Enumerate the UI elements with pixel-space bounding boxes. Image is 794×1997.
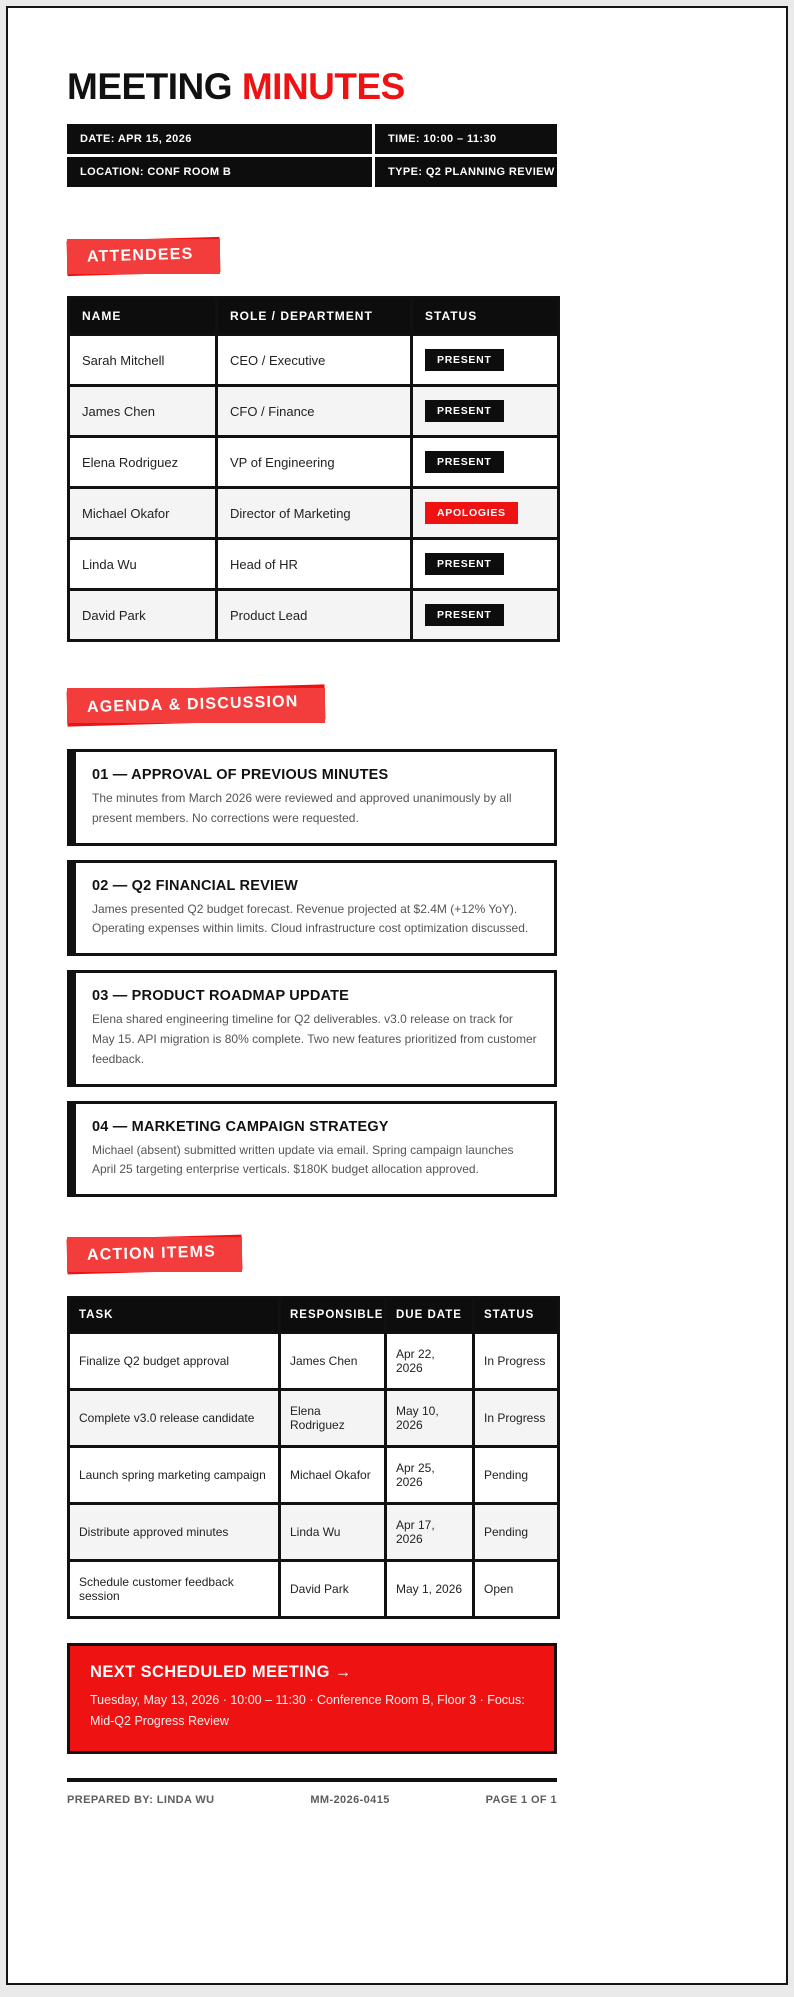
action-due-date: May 10, 2026 [386,1390,474,1447]
action-status: Open [474,1561,559,1618]
attendee-role: Product Lead [217,590,412,641]
attendee-name: Michael Okafor [69,488,217,539]
title-word-meeting: MEETING [67,66,233,107]
agenda-item-title: 02 — Q2 FINANCIAL REVIEW [92,877,298,894]
attendee-name: Sarah Mitchell [69,335,217,386]
attendee-role: VP of Engineering [217,437,412,488]
attendee-name: David Park [69,590,217,641]
table-row [69,1504,559,1561]
meta-type: TYPE: Q2 PLANNING REVIEW [375,157,557,187]
attendee-role: CFO / Finance [217,386,412,437]
status-badge: PRESENT [425,349,504,371]
action-task: Launch spring marketing campaign [69,1447,280,1504]
attendees-section-heading: ATTENDEES [67,237,220,276]
action-status: Pending [474,1447,559,1504]
document-content [67,8,557,1806]
agenda-item-body: The minutes from March 2026 were reviewed and approved unanimously by all present members. No corrections were requested. [92,791,512,825]
page-title [67,66,557,108]
actions-col-due: DUE DATE [386,1298,474,1333]
agenda-item-body: James presented Q2 budget forecast. Revenue projected at $2.4M (+12% YoY). Operating expenses within limits. Cloud infrastructure cost optimization discussed. [92,901,529,936]
attendee-name: James Chen [69,386,217,437]
action-task: Complete v3.0 release candidate [69,1390,280,1447]
status-badge: PRESENT [425,451,504,473]
action-task: Distribute approved minutes [69,1504,280,1561]
attendee-role: Head of HR [217,539,412,590]
agenda-item-1 [67,749,557,846]
action-due-date: Apr 25, 2026 [386,1447,474,1504]
table-row [69,1390,559,1447]
agenda-item-body: Michael (absent) submitted written update via email. Spring campaign launches April 25 targeting enterprise verticals. $180K budget allocation approved. [92,1142,514,1177]
attendee-role: Director of Marketing [217,488,412,539]
action-responsible: James Chen [280,1333,386,1390]
action-due-date: Apr 22, 2026 [386,1333,474,1390]
agenda-item-title: 04 — MARKETING CAMPAIGN STRATEGY [92,1118,389,1135]
table-row [69,1561,559,1618]
agenda-item-body: Elena shared engineering timeline for Q2 deliverables. v3.0 release on track for May 15. API migration is 80% complete. Two new features prioritized from customer feedback. [92,1012,537,1066]
status-badge: PRESENT [425,400,504,422]
agenda-item-title: 01 — APPROVAL OF PREVIOUS MINUTES [92,767,389,783]
actions-col-task: TASK [69,1298,280,1333]
actions-col-status: STATUS [474,1298,559,1333]
meta-time: TIME: 10:00 – 11:30 [375,124,557,154]
action-due-date: May 1, 2026 [386,1561,474,1618]
agenda-list [67,749,557,1197]
title-word-minutes: MINUTES [241,66,405,107]
document-footer [67,1778,557,1806]
action-responsible: Michael Okafor [280,1447,386,1504]
table-row [69,386,559,437]
attendees-col-role: ROLE / DEPARTMENT [217,298,412,335]
table-row [69,335,559,386]
attendees-header-row [69,298,559,335]
attendee-role: CEO / Executive [217,335,412,386]
agenda-item-2 [67,860,557,957]
action-items-header-row [69,1298,559,1333]
footer-prepared-by: PREPARED BY: LINDA WU [67,1793,215,1806]
action-status: In Progress [474,1333,559,1390]
attendees-col-status: STATUS [412,298,559,335]
agenda-item-title: 03 — PRODUCT ROADMAP UPDATE [92,988,350,1005]
attendee-name: Linda Wu [69,539,217,590]
attendees-col-name: NAME [69,298,217,335]
table-row [69,590,559,641]
action-task: Schedule customer feedback session [69,1561,280,1618]
table-row [69,539,559,590]
next-meeting-heading: NEXT SCHEDULED MEETING → [90,1663,352,1682]
action-responsible: Elena Rodriguez [280,1390,386,1447]
action-items-table [67,1296,560,1619]
table-row [69,437,559,488]
agenda-section-heading: AGENDA & DISCUSSION [67,684,325,726]
action-status: Pending [474,1504,559,1561]
action-task: Finalize Q2 budget approval [69,1333,280,1390]
status-badge: PRESENT [425,604,504,626]
action-items-section-heading: ACTION ITEMS [67,1235,243,1275]
status-badge: APOLOGIES [425,502,518,524]
action-responsible: David Park [280,1561,386,1618]
footer-doc-id: MM-2026-0415 [310,1793,390,1806]
meta-info-bar [67,124,557,187]
action-due-date: Apr 17, 2026 [386,1504,474,1561]
status-badge: PRESENT [425,553,504,575]
footer-page-number: PAGE 1 OF 1 [485,1793,557,1806]
action-responsible: Linda Wu [280,1504,386,1561]
table-row [69,1447,559,1504]
document-page [6,6,788,1985]
action-status: In Progress [474,1390,559,1447]
table-row [69,1333,559,1390]
actions-col-responsible: RESPONSIBLE [280,1298,386,1333]
meta-date: DATE: APR 15, 2026 [67,124,372,154]
table-row [69,488,559,539]
next-meeting-details: Tuesday, May 13, 2026 · 10:00 – 11:30 · Conference Room B, Floor 3 · Focus: Mid-Q2 Progress Review [90,1693,525,1729]
agenda-item-3 [67,970,557,1086]
meta-location: LOCATION: CONF ROOM B [67,157,372,187]
next-meeting-callout [67,1643,557,1754]
agenda-item-4 [67,1101,557,1198]
attendees-table [67,296,560,642]
attendee-name: Elena Rodriguez [69,437,217,488]
